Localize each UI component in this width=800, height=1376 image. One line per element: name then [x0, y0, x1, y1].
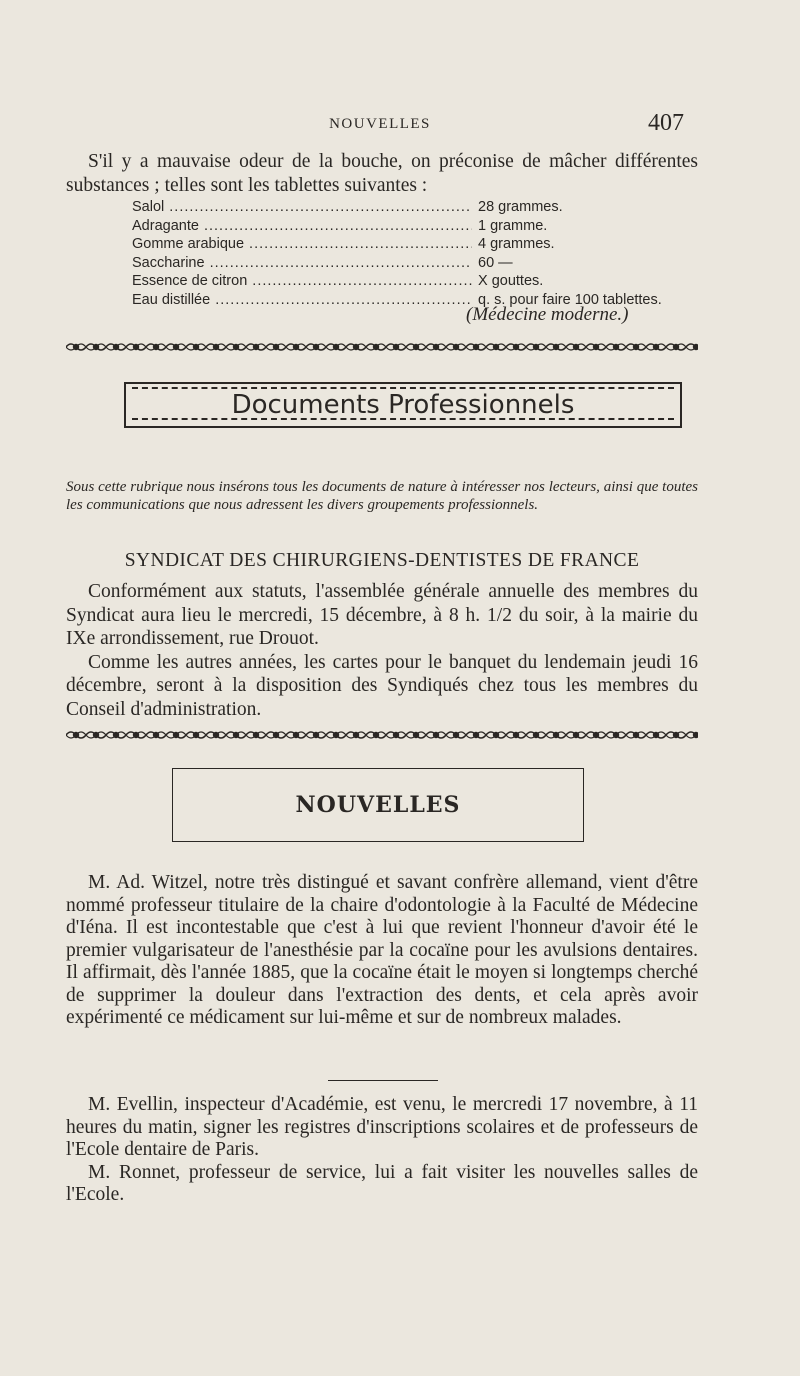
syndicat-heading: SYNDICAT DES CHIRURGIENS-DENTISTES DE FRANCE — [124, 550, 640, 571]
page-number: 407 — [648, 110, 684, 136]
ingredient-quantity: 60 — — [478, 254, 513, 271]
recipe-row — [132, 272, 698, 291]
ingredient-quantity: q. s. pour faire 100 tablettes. — [478, 291, 662, 308]
recipe-row — [132, 198, 698, 217]
recipe-row — [132, 254, 698, 273]
documents-title: Documents Professionnels — [231, 390, 575, 420]
separator-rule — [328, 1080, 438, 1081]
ingredient-quantity: 28 grammes. — [478, 199, 563, 215]
running-header: NOUVELLES — [329, 116, 431, 132]
recipe-row — [132, 235, 698, 254]
ornament-divider — [66, 340, 698, 354]
evellin-paragraph: M. Evellin, inspecteur d'Académie, est venu, le mercredi 17 novembre, à 11 heures du matin, signer les registres d'inscriptions scolaires et de professeurs de l'Ecole dentaire de Paris. — [66, 1094, 698, 1160]
ingredient-name: Salol ..... — [132, 198, 472, 217]
syndicat-paragraph: Comme les autres années, les cartes pour le banquet du lendemain jeudi 16 décembre, seront à la disposition des Syndiqués chez tous les membres du Conseil d'administration. — [66, 651, 698, 720]
ingredient-name: Adragante ..... — [132, 217, 472, 236]
recipe-list — [132, 198, 698, 309]
intro-paragraph: S'il y a mauvaise odeur de la bouche, on préconise de mâcher différentes substances ; telles sont les tablettes suivantes : — [66, 151, 698, 196]
recipe-source: (Médecine moderne.) — [466, 304, 629, 325]
ingredient-name: Saccharine ..... — [132, 254, 472, 273]
recipe-row — [132, 217, 698, 236]
ronnet-paragraph: M. Ronnet, professeur de service, lui a fait visiter les nouvelles salles de l'Ecole. — [66, 1161, 698, 1205]
ingredient-name: Eau distillée ..... — [132, 291, 472, 310]
syndicat-body — [66, 580, 698, 721]
ingredient-name: Essence de citron ..... — [132, 272, 472, 291]
nouvelles-heading: NOUVELLES — [295, 792, 461, 818]
evellin-section — [66, 1094, 698, 1207]
ingredient-quantity: X gouttes. — [478, 273, 544, 289]
syndicat-paragraph: Conformément aux statuts, l'assemblée générale annuelle des membres du Syndicat aura lieu le mercredi, 15 décembre, à 8 h. 1/2 du soir, à la mairie du IXe arrondissement, rue Drouot. — [66, 581, 698, 649]
rubrique-note: Sous cette rubrique nous insérons tous les documents de nature à intéresser nos lecteurs, ainsi que toutes les communications que nous adressent les divers groupements professionnels. — [66, 479, 698, 513]
ingredient-quantity: 1 gramme. — [478, 217, 548, 234]
ingredient-quantity: 4 grammes. — [478, 236, 555, 252]
ingredient-name: Gomme arabique ..... — [132, 235, 472, 254]
ornament-divider — [66, 728, 698, 742]
witzel-paragraph: M. Ad. Witzel, notre très distingué et savant confrère allemand, vient d'être nommé professeur titulaire de la chaire d'odontologie à la Faculté de Médecine d'Iéna. Il est incontestable que c'est à lui que revient l'honneur d'avoir été le premier vulgarisateur de l'anesthésie par la cocaïne pour les avulsions dentaires. Il affirmait, dès l'année 1885, que la cocaïne était le moyen si longtemps cherché de supprimer la douleur dans l'extraction des dents, et cela après avoir expérimenté ce médicament sur lui-même et sur de nombreux malades. — [66, 872, 698, 1028]
